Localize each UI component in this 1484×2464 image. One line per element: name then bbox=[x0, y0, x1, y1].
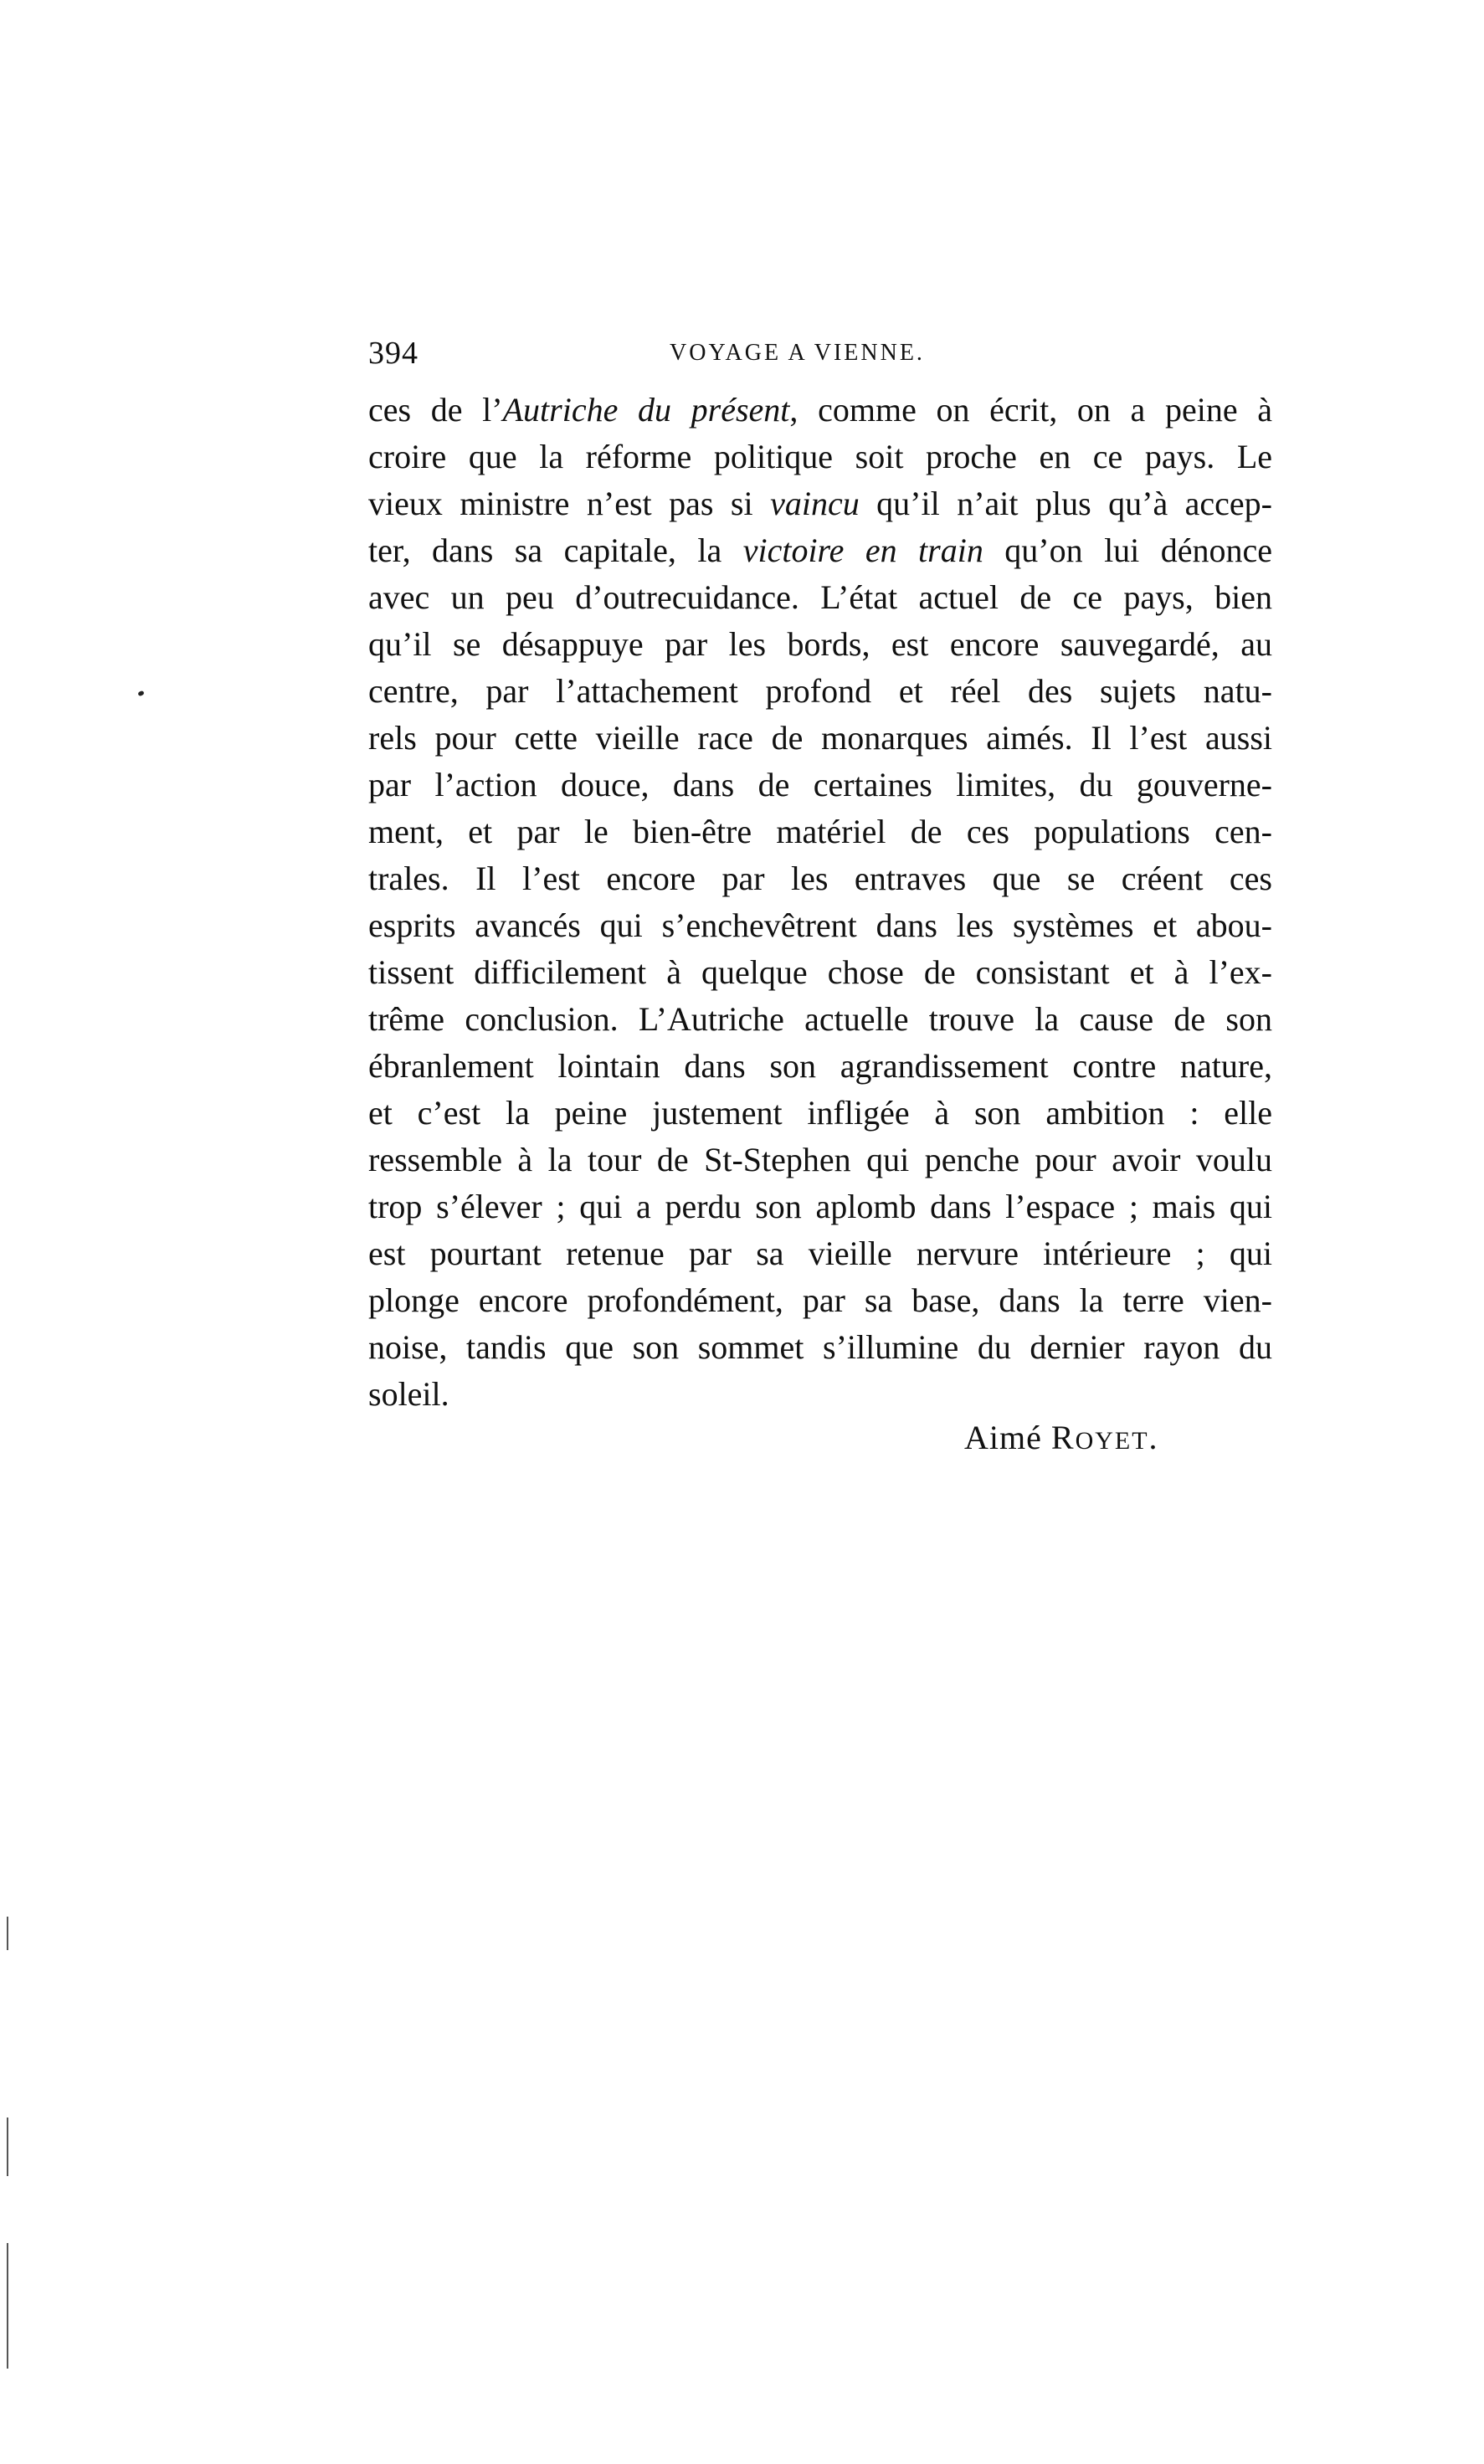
page-number: 394 bbox=[368, 336, 418, 371]
text-line bbox=[368, 668, 1272, 715]
text-line bbox=[368, 387, 1272, 434]
text-line bbox=[368, 434, 1272, 480]
text-segment: ébranlement lointain dans son agrandissement contre nature, bbox=[368, 1047, 1272, 1085]
text-line bbox=[368, 1277, 1272, 1324]
text-segment: qu’on lui dénonce bbox=[983, 531, 1273, 569]
ink-speck bbox=[137, 690, 144, 696]
signature-surname-rest: OYET bbox=[1075, 1427, 1149, 1455]
text-line bbox=[368, 996, 1272, 1043]
text-segment: qu’il n’ait plus qu’à accep- bbox=[859, 485, 1273, 522]
italic-segment: Autriche du présent bbox=[502, 391, 790, 429]
scan-edge-mark bbox=[7, 2243, 8, 2369]
text-segment: ressemble à la tour de St-Stephen qui penche pour avoir voulu bbox=[368, 1141, 1272, 1178]
signature-surname-initial: R bbox=[1050, 1419, 1076, 1456]
text-line bbox=[368, 715, 1272, 762]
text-segment: rels pour cette vieille race de monarques aimés. Il l’est aussi bbox=[368, 719, 1272, 757]
text-segment: soleil. bbox=[368, 1375, 449, 1413]
text-segment: qu’il se désappuye par les bords, est encore sauvegardé, au bbox=[368, 625, 1272, 663]
text-line bbox=[368, 621, 1272, 668]
text-line bbox=[368, 1324, 1272, 1371]
text-line bbox=[368, 1043, 1272, 1090]
text-line bbox=[368, 527, 1272, 574]
text-line bbox=[368, 1230, 1272, 1277]
scan-edge-mark bbox=[7, 2118, 8, 2176]
text-segment: croire que la réforme politique soit proche en ce pays. Le bbox=[368, 438, 1272, 475]
text-line bbox=[368, 574, 1272, 621]
text-line bbox=[368, 1183, 1272, 1230]
text-segment: esprits avancés qui s’enchevêtrent dans les systèmes et abou- bbox=[368, 906, 1272, 944]
text-segment: , comme on écrit, on a peine à bbox=[789, 391, 1272, 429]
body-text bbox=[368, 387, 1272, 1418]
signature-first-name: Aimé bbox=[964, 1419, 1042, 1456]
text-segment: plonge encore profondément, par sa base, dans la terre vien- bbox=[368, 1281, 1272, 1319]
scan-edge-mark bbox=[7, 1917, 8, 1950]
text-segment: avec un peu d’outrecuidance. L’état actuel de ce pays, bien bbox=[368, 578, 1272, 616]
text-line bbox=[368, 855, 1272, 902]
text-segment: vieux ministre n’est pas si bbox=[368, 485, 771, 522]
text-line bbox=[368, 808, 1272, 855]
text-segment: trême conclusion. L’Autriche actuelle trouve la cause de son bbox=[368, 1000, 1272, 1038]
text-segment: et c’est la peine justement infligée à son ambition : elle bbox=[368, 1094, 1272, 1132]
text-line bbox=[368, 1137, 1272, 1183]
text-segment: trales. Il l’est encore par les entraves que se créent ces bbox=[368, 860, 1272, 897]
text-line bbox=[368, 480, 1272, 527]
text-segment: ter, dans sa capitale, la bbox=[368, 531, 743, 569]
text-line bbox=[368, 762, 1272, 808]
text-segment: noise, tandis que son sommet s’illumine du dernier rayon du bbox=[368, 1328, 1272, 1366]
text-line bbox=[368, 1371, 1272, 1418]
page-header bbox=[368, 335, 1272, 377]
text-segment: par l’action douce, dans de certaines limites, du gouverne- bbox=[368, 766, 1272, 803]
text-line bbox=[368, 1090, 1272, 1137]
running-head: VOYAGE A VIENNE. bbox=[670, 340, 925, 366]
text-segment: est pourtant retenue par sa vieille nervure intérieure ; qui bbox=[368, 1235, 1272, 1272]
author-signature bbox=[964, 1418, 1158, 1457]
text-line bbox=[368, 902, 1272, 949]
text-segment: ment, et par le bien-être matériel de ces populations cen- bbox=[368, 813, 1272, 850]
text-line bbox=[368, 949, 1272, 996]
text-segment: trop s’élever ; qui a perdu son aplomb dans l’espace ; mais qui bbox=[368, 1188, 1272, 1225]
italic-segment: victoire en train bbox=[742, 531, 983, 569]
italic-segment: vaincu bbox=[770, 485, 860, 522]
text-segment: centre, par l’attachement profond et réel des sujets natu- bbox=[368, 672, 1272, 710]
signature-period: . bbox=[1148, 1419, 1158, 1456]
text-segment: tissent difficilement à quelque chose de consistant et à l’ex- bbox=[368, 953, 1272, 991]
text-segment: ces de l’ bbox=[368, 391, 503, 429]
